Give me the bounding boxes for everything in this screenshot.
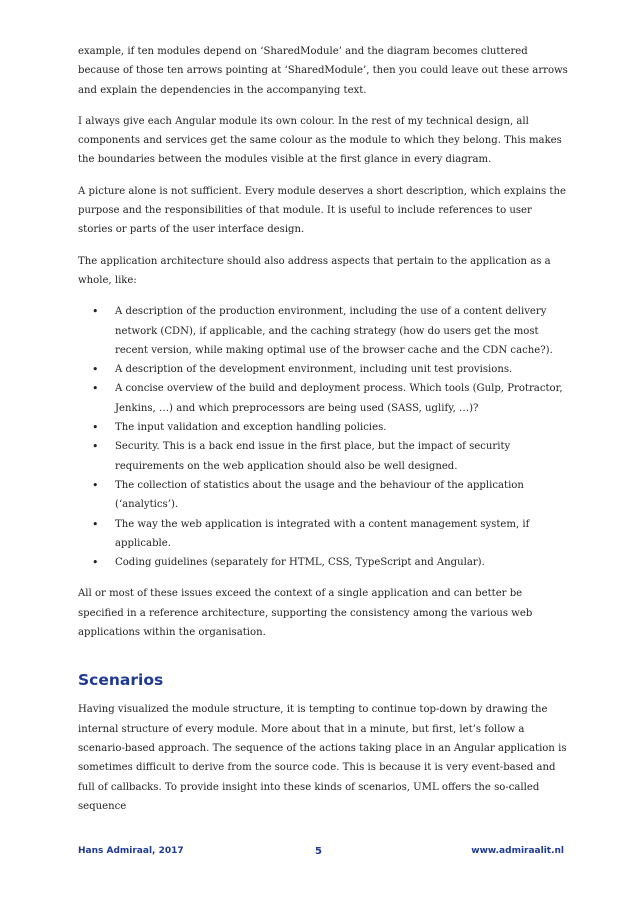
list-item-text: A description of the development environment, including unit test provisions. bbox=[115, 364, 513, 376]
paragraph: example, if ten modules depend on ‘SharedModule’ and the diagram becomes cluttered because of those ten arrows pointing at ‘SharedModule’, then you could leave out these arrows and explain the dependencies in the accompanying text. bbox=[78, 46, 568, 96]
bullet-icon: • bbox=[92, 517, 99, 531]
paragraph: A picture alone is not sufficient. Every module deserves a short description, which explains the purpose and the responsibilities of that module. It is useful to include references to user stories or parts of the user interface design. bbox=[78, 185, 566, 236]
list-item-text: The input validation and exception handling policies. bbox=[115, 422, 387, 434]
list-item-text: Coding guidelines (separately for HTML, CSS, TypeScript and Angular). bbox=[115, 557, 485, 569]
bullet-icon: • bbox=[92, 556, 99, 570]
footer-author: Hans Admiraal, 2017 bbox=[78, 846, 184, 856]
paragraph: The application architecture should also address aspects that pertain to the application as a whole, like: bbox=[78, 255, 551, 286]
list-item bbox=[78, 360, 568, 379]
list-item bbox=[78, 302, 568, 360]
list-item-text: The way the web application is integrated with a content management system, if applicable. bbox=[115, 518, 530, 549]
section-heading: Scenarios bbox=[78, 671, 164, 690]
bullet-icon: • bbox=[92, 363, 99, 377]
paragraph: All or most of these issues exceed the context of a single application and can better be specified in a reference architecture, supporting the consistency among the various web applications within the organisation. bbox=[78, 588, 533, 639]
page-footer bbox=[78, 846, 564, 862]
paragraph: Having visualized the module structure, it is tempting to continue top-down by drawing the internal structure of every module. More about that in a minute, but first, let’s follow a scenario-based approach. The sequence of the actions taking place in an Angular application is sometimes difficult to derive from the source code. This is because it is very event-based and full of callbacks. To provide insight into these kinds of scenarios, UML offers the so-called sequence bbox=[78, 704, 567, 812]
list-item bbox=[78, 515, 568, 554]
list-item bbox=[78, 437, 568, 476]
list-item bbox=[78, 476, 568, 515]
page-content bbox=[78, 42, 568, 828]
bullet-icon: • bbox=[92, 305, 99, 319]
footer-website: www.admiraalit.nl bbox=[471, 846, 564, 856]
list-item bbox=[78, 418, 568, 437]
aspects-list bbox=[78, 302, 568, 572]
page-number: 5 bbox=[315, 846, 322, 857]
bullet-icon: • bbox=[92, 421, 99, 435]
bullet-icon: • bbox=[92, 440, 99, 454]
list-item-text: The collection of statistics about the usage and the behaviour of the application (‘analytics’). bbox=[115, 479, 524, 511]
paragraph: I always give each Angular module its own colour. In the rest of my technical design, all components and services get the same colour as the module to which they belong. This makes the boundaries between the modules visible at the first glance in every diagram. bbox=[78, 115, 562, 166]
list-item-text: Security. This is a back end issue in the first place, but the impact of security requirements on the web application should also be well designed. bbox=[115, 441, 511, 472]
list-item-text: A concise overview of the build and deployment process. Which tools (Gulp, Protractor, Jenkins, …) and which preprocessors are being used (SASS, uglify, …)? bbox=[115, 383, 563, 414]
list-item-text: A description of the production environment, including the use of a content delivery network (CDN), if applicable, and the caching strategy (how do users get the most recent version, while making optimal use of the browser cache and the CDN cache?). bbox=[115, 306, 553, 356]
list-item bbox=[78, 553, 568, 572]
bullet-icon: • bbox=[92, 382, 99, 396]
list-item bbox=[78, 379, 568, 418]
bullet-icon: • bbox=[92, 478, 99, 492]
